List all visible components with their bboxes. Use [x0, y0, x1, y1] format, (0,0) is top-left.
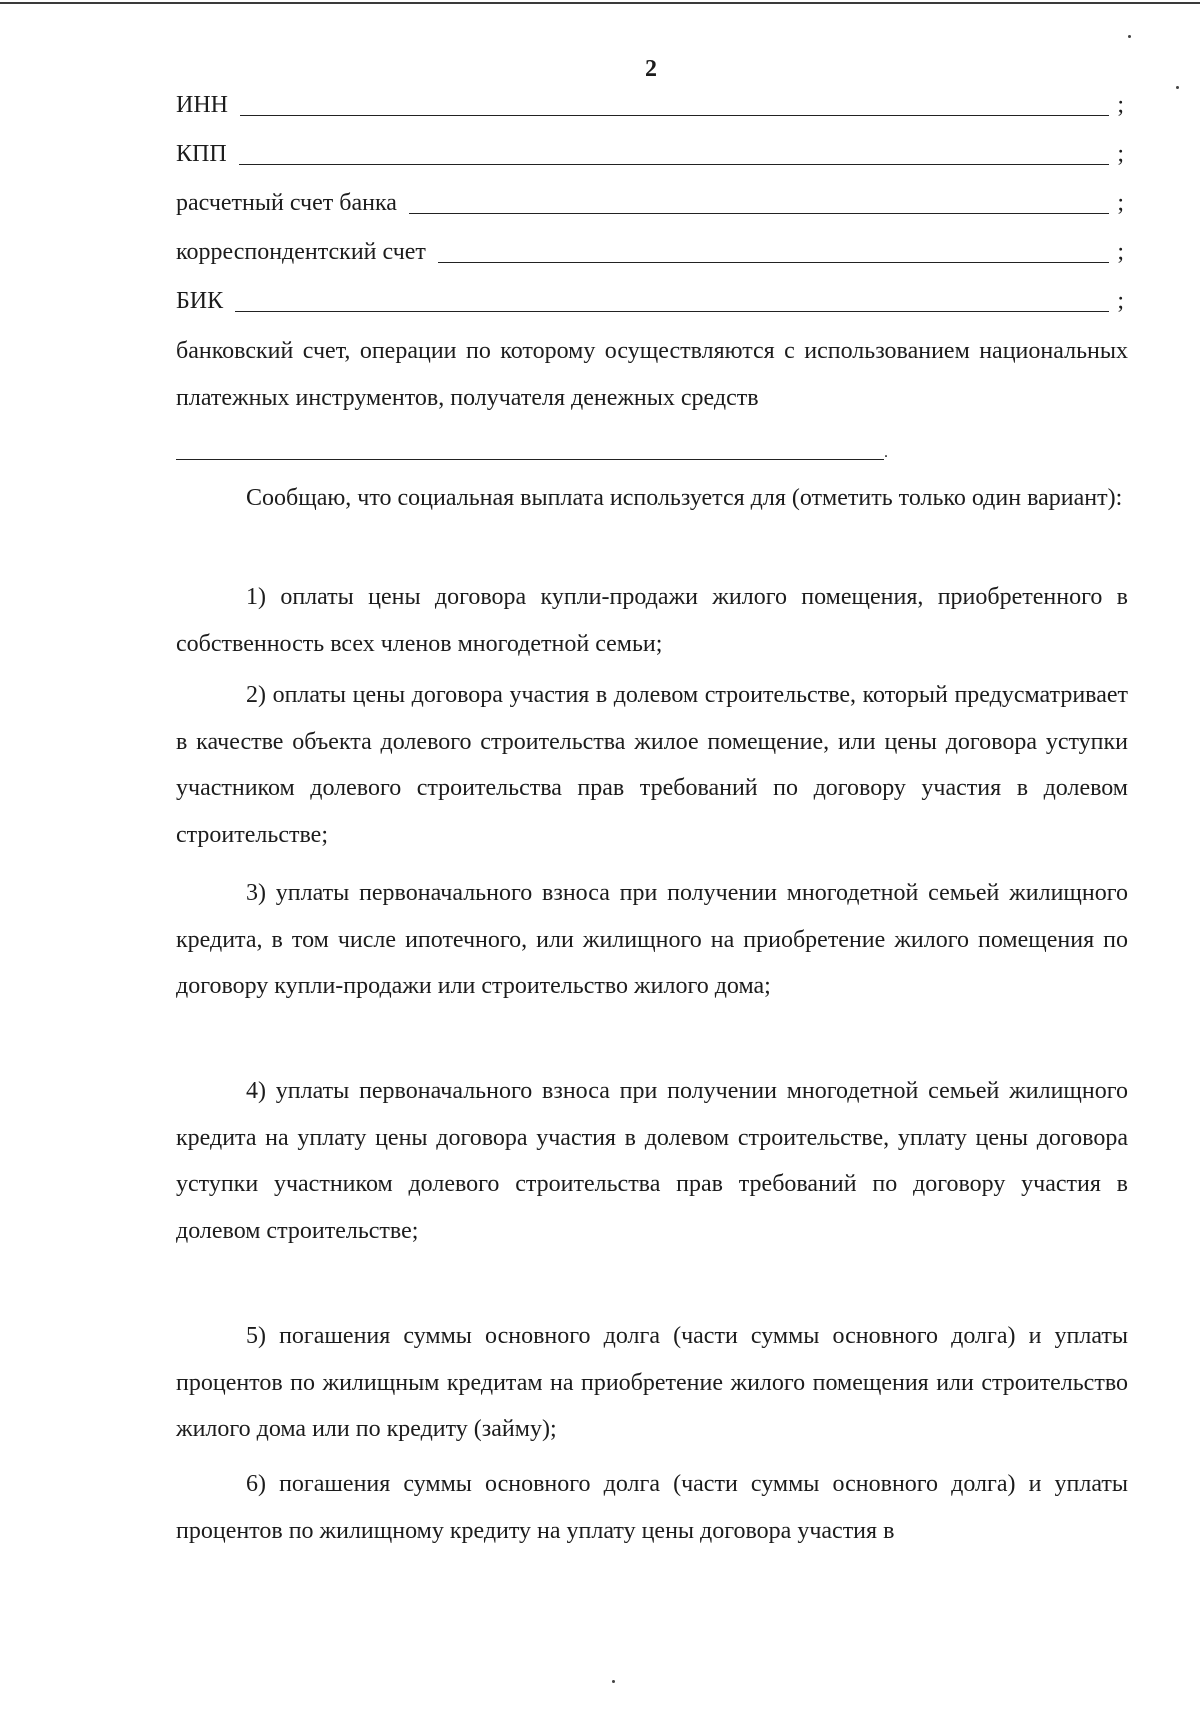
option-2: 2) оплаты цены договора участия в долевом строительстве, который предусматривает в качестве объекта долевого строительства жилое помещение, или цены договора уступки участником долевого строительства прав требований по договору участия в долевом строительстве;: [176, 682, 1128, 848]
scan-speck: [1176, 86, 1179, 89]
bik-end: ;: [1117, 288, 1124, 314]
inn-label: ИНН: [176, 92, 228, 118]
bank-account-end: ;: [1117, 190, 1124, 216]
correspondent-account-field: [176, 231, 1124, 267]
bank-account-blank-line: [409, 187, 1109, 214]
bik-blank-line: [235, 285, 1109, 312]
recipient-account-end: .: [884, 444, 888, 461]
kpp-blank-line: [239, 138, 1110, 165]
bank-account-field: [176, 182, 1124, 218]
kpp-end: ;: [1117, 141, 1124, 167]
recipient-account-blank: [176, 438, 892, 462]
scan-speck: [612, 1680, 615, 1683]
bank-account-label: расчетный счет банка: [176, 190, 397, 216]
scan-speck: [1128, 35, 1131, 38]
correspondent-account-blank-line: [438, 236, 1109, 263]
kpp-label: КПП: [176, 141, 227, 167]
correspondent-account-label: корреспондентский счет: [176, 239, 426, 265]
scan-top-edge: [0, 2, 1200, 4]
option-1: 1) оплаты цены договора купли-продажи жилого помещения, приобретенного в собственность всех членов многодетной семьи;: [176, 584, 1128, 657]
option-4: 4) уплаты первоначального взноса при получении многодетной семьей жилищного кредита на уплату цены договора участия в долевом строительстве, уплату цены договора уступки участником долевого строительства прав требований по договору участия в долевом строительстве;: [176, 1078, 1128, 1244]
bik-label: БИК: [176, 288, 224, 314]
correspondent-account-end: ;: [1117, 239, 1124, 265]
page-number: 2: [645, 56, 657, 82]
inn-end: ;: [1117, 92, 1124, 118]
inn-blank-line: [240, 89, 1109, 116]
recipient-account-blank-line: [176, 439, 884, 460]
option-6: 6) погашения суммы основного долга (части суммы основного долга) и уплаты процентов по жилищному кредиту на уплату цены договора участия в: [176, 1471, 1128, 1544]
kpp-field: [176, 133, 1124, 169]
bik-field: [176, 280, 1124, 316]
option-5: 5) погашения суммы основного долга (части суммы основного долга) и уплаты процентов по жилищным кредитам на приобретение жилого помещения или строительство жилого дома или по кредиту (займу);: [176, 1323, 1128, 1442]
inn-field: [176, 84, 1124, 120]
option-3: 3) уплаты первоначального взноса при получении многодетной семьей жилищного кредита, в том числе ипотечного, или жилищного на приобретение жилого помещения по договору купли-продажи или строительство жилого дома;: [176, 880, 1128, 999]
bank-account-paragraph: банковский счет, операции по которому осуществляются с использованием национальных платежных инструментов, получателя денежных средств: [176, 338, 1128, 411]
intro-paragraph: Сообщаю, что социальная выплата используется для (отметить только один вариант):: [246, 485, 1123, 511]
